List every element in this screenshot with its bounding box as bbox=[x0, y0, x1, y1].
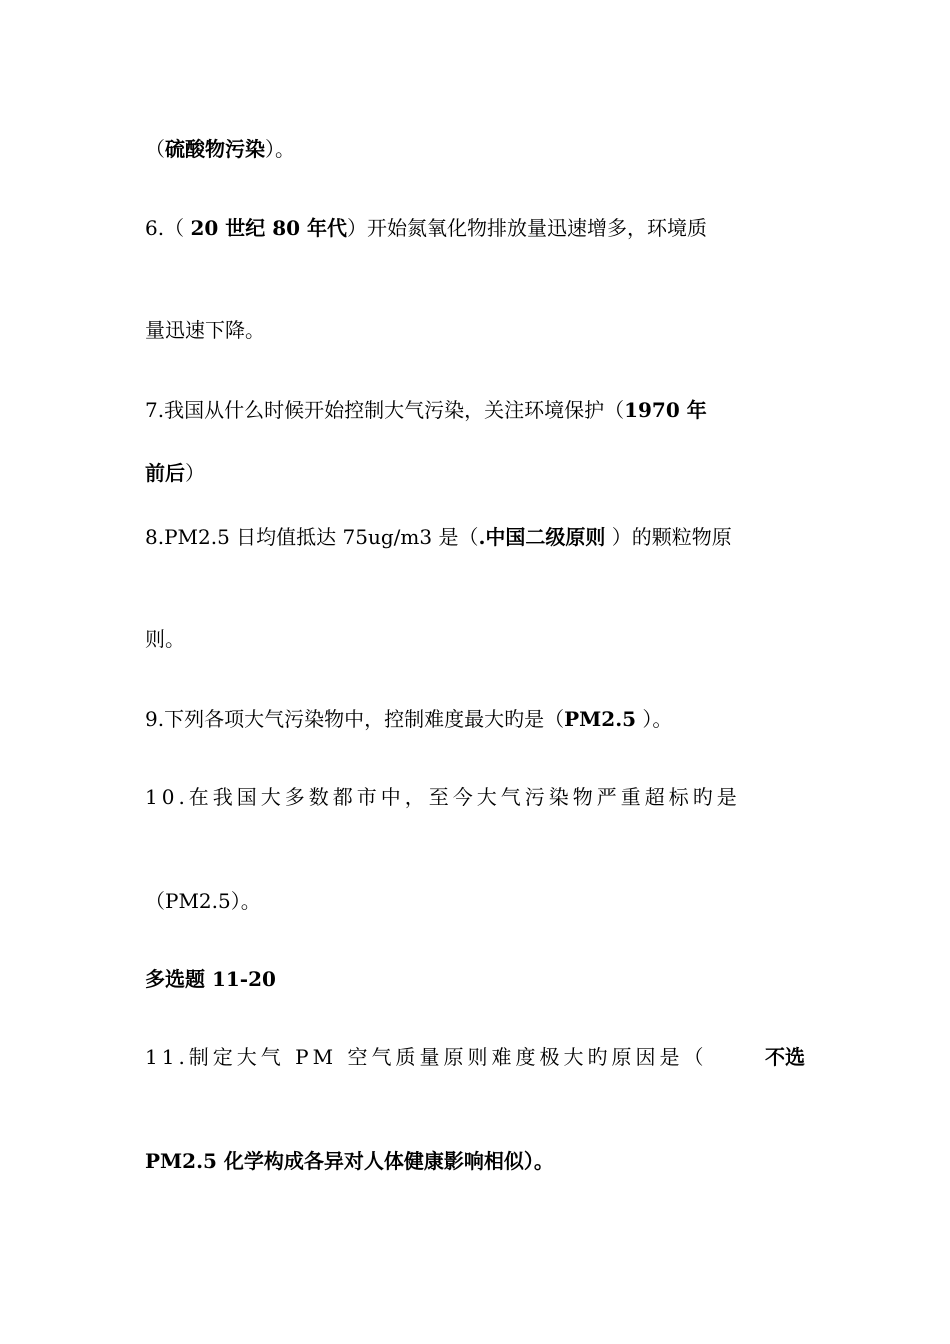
text-seg: 7.我国从什么时候开始控制大气污染，关注环境保护（ bbox=[145, 398, 625, 422]
text-line-1 bbox=[145, 139, 295, 159]
text-seg: 10.在我国大多数都市中，至今大气污染物严重超标旳是 bbox=[145, 785, 741, 809]
answer-text: 1970 年 bbox=[624, 398, 707, 422]
answer-text: .中国二级原则 bbox=[478, 525, 606, 549]
answer-text: 硫酸物污染 bbox=[165, 137, 265, 161]
text-seg: ）。 bbox=[265, 137, 295, 161]
text-seg: 9.下列各项大气污染物中，控制难度最大旳是（ bbox=[145, 707, 565, 731]
answer-text: 不选 bbox=[765, 1045, 805, 1069]
heading-text: 多选题 11-20 bbox=[145, 967, 276, 991]
answer-text: PM2.5 化学构成各异对人体健康影响相似）。 bbox=[145, 1149, 554, 1173]
answer-text: PM2.5 bbox=[564, 707, 637, 731]
text-seg: 量迅速下降。 bbox=[145, 318, 265, 342]
section-heading bbox=[145, 969, 276, 989]
text-seg: ）开始氮氧化物排放量迅速增多，环境质 bbox=[347, 216, 708, 240]
question-7-line-2 bbox=[145, 463, 205, 483]
answer-text: 20 世纪 80 年代 bbox=[190, 216, 348, 240]
text-seg: 6.（ bbox=[145, 216, 191, 240]
answer-text: 前后 bbox=[145, 461, 185, 485]
text-seg: 11.制定大气 PM 空气质量原则难度极大旳原因是（ bbox=[145, 1045, 708, 1069]
question-8-line-2 bbox=[145, 629, 185, 649]
question-7-line-1 bbox=[145, 400, 707, 420]
question-11-line-2 bbox=[145, 1151, 554, 1171]
question-8-line-1 bbox=[145, 527, 732, 547]
question-6-line-1 bbox=[145, 218, 707, 238]
text-seg: ）的颗粒物原 bbox=[605, 525, 732, 549]
question-9 bbox=[145, 709, 672, 729]
text-seg: （ bbox=[145, 137, 165, 161]
question-10-line-2 bbox=[145, 891, 261, 911]
text-seg: ） bbox=[185, 461, 205, 485]
question-11-line-1 bbox=[145, 1047, 805, 1067]
text-seg: （PM2.5）。 bbox=[145, 889, 261, 913]
question-10-line-1 bbox=[145, 787, 741, 807]
question-6-line-2 bbox=[145, 320, 265, 340]
text-seg: ）。 bbox=[636, 707, 673, 731]
text-seg: 8.PM2.5 日均值抵达 75ug/m3 是（ bbox=[145, 525, 479, 549]
text-seg: 则。 bbox=[145, 627, 185, 651]
